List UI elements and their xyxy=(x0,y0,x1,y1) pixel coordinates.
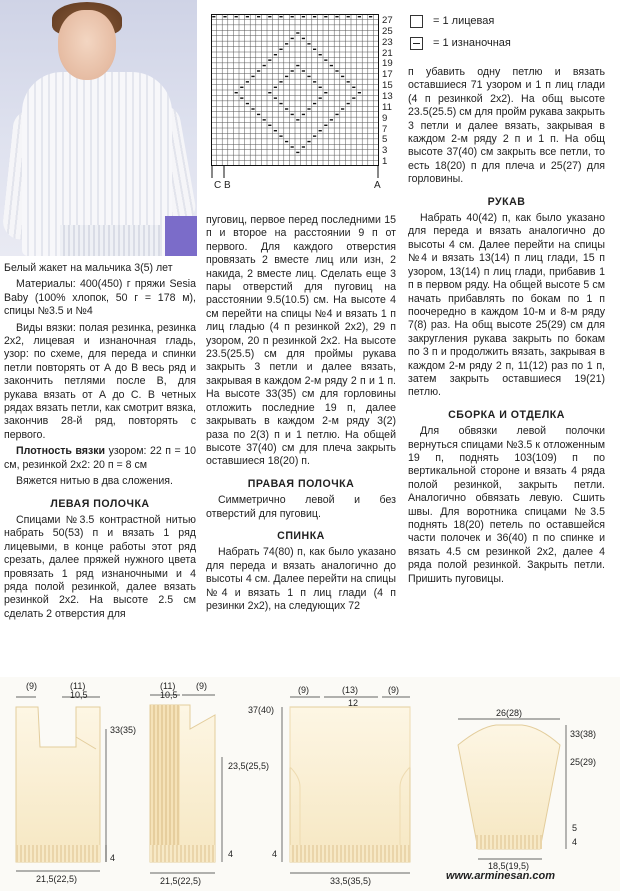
chart-row-number: 3 xyxy=(382,145,388,157)
assembly-text: Для обвязки левой полочки вернуться спицами №3.5 к отложенным 19 п, поднять 103(109) п по вертикальной стороне и вязать 4 ряда полой резинкой, закрыть петли. Аналогично обвязать левую. Сшить швы. Для воротника спицами №3.5 поднять 18(20) петель по оставшейся части полочек и 36(40) п по спинке и вязать 4.5 см резинкой 2х2, далее 4 ряда полой резинкой. Закрыть петли. Пришить пуговицы. xyxy=(408,425,605,585)
right-front-dim-side: 23,5(25,5) xyxy=(228,761,270,771)
chart-row-number: 27 xyxy=(382,15,393,26)
left-front-dim-top2b: 10,5 xyxy=(70,690,88,700)
pants xyxy=(60,225,160,256)
right-front-dim-top1: (11) xyxy=(160,681,176,691)
website-url[interactable]: www.arminesan.com xyxy=(446,870,556,882)
back-dim-bottom: 33,5(35,5) xyxy=(330,876,372,886)
right-front-text: Симметрично левой и без отверстий для пуговиц. xyxy=(206,494,396,520)
back-dim-top1: (9) xyxy=(298,685,309,695)
materials-text: Материалы: 400(450) г пряжи Sesia Baby (100% хлопок, 50 г = 178 м), спицы №3.5 и №4 xyxy=(4,278,196,318)
legend-row-purl xyxy=(410,32,511,54)
chart-row-number: 17 xyxy=(382,69,393,81)
empty-square-icon xyxy=(410,15,423,28)
back-dim-small: 4 xyxy=(272,849,278,859)
chart-bracket xyxy=(210,166,385,182)
photo-caption: Белый жакет на мальчика 3(5) лет xyxy=(4,262,173,274)
right-front-dim-top1b: 10,5 xyxy=(160,690,178,700)
chart-row-number: 9 xyxy=(382,112,388,124)
sleeve-title: РУКАВ xyxy=(487,195,526,208)
chart-label-b: B xyxy=(224,180,231,191)
left-front-dim-side: 33(35) xyxy=(110,725,137,735)
left-front-dim-small: 4 xyxy=(110,853,116,863)
two-strands-text: Вяжется нитью в два сложения. xyxy=(16,475,173,488)
minus-square-icon xyxy=(410,37,423,50)
right-front-dim-bottom: 21,5(22,5) xyxy=(160,876,202,886)
chart-row-number: 23 xyxy=(382,36,393,48)
left-front-text: Спицами №3.5 контрастной нитью набрать 50(53) п и вязать 1 ряд лицевыми, в конце работы этот ряд срезать, далее пряжей нужного цвета провязать 1 ряд изнаночными и 4 ряда полой резинкой, далее вязать резинкой 2х2. На высоте 2.5 см сделать 2 отверстия для xyxy=(4,513,196,620)
back-continued: п убавить одну петлю и вязать оставшиеся 71 узором и 1 п лиц глади (4 п резинкой 2х2). На общ высоте 23.5(25.5) см для пройм рукава закрыть 3 петли и далее вязать, закрывая в каждом 2-м ряду 2 п и 1 п. На общ высоте 37(40) см закрыть все петли, то есть 18(20) п для плеча и 25(27) для горловины. xyxy=(408,66,605,186)
legend-knit-label: = 1 лицевая xyxy=(433,15,495,27)
sleeve-dim-r1: 33(38) xyxy=(570,729,597,739)
chart-row-number: 5 xyxy=(382,134,388,146)
density-paragraph xyxy=(4,445,196,472)
left-front-continued: пуговиц, первое перед последними 15 п и второе на расстоянии 9 п от первого. Для каждого отверстия провязать 2 вместе лиц или изн, 2 накида, 2 вместе лиц. Сделать еще 3 пары отверстий для пуговиц на расстоянии 9.5(10.5) см. На высоте 4 см перейти на спицы №4 и вязать 1 п лиц гладью (4 п резинкой 2х2), 29 п узором, 20 п резинкой 2х2. На высоте 23.5(25.5) см для проймы рукава закрыть 3 петли и далее вязать, закрывая в каждом 2-м ряду 2 п и 1 п. На высоте 33(35) см для горловины отложить последние 19 п, далее закрывать в каждом 2-м ряду 3(2) раза по 2(3) п и 1 петлю. На общей высоте 37(40) см для плеча закрыть оставшиеся 18(20) п. xyxy=(206,214,396,468)
sleeve-dim-r2: 25(29) xyxy=(570,757,597,767)
chart-row-number: 21 xyxy=(382,47,393,59)
left-front-dim-top1: (9) xyxy=(26,681,37,691)
chart-row-number: 7 xyxy=(382,123,388,135)
left-front-dim-bottom: 21,5(22,5) xyxy=(36,874,78,884)
legend-purl-label: = 1 изнаночная xyxy=(433,37,511,49)
chart-grid xyxy=(211,14,379,166)
right-front-schematic xyxy=(150,695,222,873)
pattern-schematics xyxy=(0,677,620,891)
chart-label-a: A xyxy=(374,180,381,191)
chart-row-number: 13 xyxy=(382,91,393,102)
chart-legend xyxy=(410,10,511,54)
face xyxy=(58,10,116,80)
back-dim-height: 37(40) xyxy=(248,705,275,715)
chart-row-number: 1 xyxy=(382,156,388,168)
knitting-chart xyxy=(211,14,379,166)
back-text: Набрать 74(80) п, как было указано для переда и вязать аналогично до высоты 4 см. Далее перейти на спицы №4 и вязать 1 п лиц глади (4 п резинки 2х2), на следующих 72 xyxy=(206,546,396,612)
back-dim-top2b: 12 xyxy=(348,698,359,708)
child-photo xyxy=(0,0,197,256)
density-label: Плотность вязки xyxy=(16,445,106,458)
sleeve-text: Набрать 40(42) п, как было указано для переда и вязать аналогично до высоты 4 см. Далее перейти на спицы №4 и вязать 13(14) п лиц глади, 15 п узором, 13(14) п лиц глади, прибавив 1 п в первом ряду. На общей высоте 5 см начать прибавлять по бокам по 1 п поочередно в каждом 10-м и 8-м ряду 7(8) раз. На общ высоте 25(29) см для закругления рукава закрыть по бокам по 3 п и продолжить вязать, закрывая в каждом 2-м ряду 2 п, 11(12) раз по 1 п, затем закрыть оставшиеся 19(21) петлю. xyxy=(408,212,605,399)
stitch-kinds-text: Виды вязки: полая резинка, резинка 2х2, лицевая и изнаночная гладь, узор: по схеме, для переда и спинки петли повторять от А до В весь ряд и закончить петлями после В, для рукава вязать от А до С. В четных рядах вязать петли, как смотрит вязка, закончив 28-й ряд, повторять с первого. xyxy=(4,321,196,441)
column-2 xyxy=(206,214,396,616)
schematics-drawing xyxy=(0,677,620,891)
sleeve-dim-r4: 4 xyxy=(572,837,578,847)
assembly-title: СБОРКА И ОТДЕЛКА xyxy=(448,408,565,421)
legend-row-knit xyxy=(410,10,511,32)
back-dim-top2: (13) xyxy=(342,685,359,695)
back-dim-top3: (9) xyxy=(388,685,399,695)
back-schematic xyxy=(282,697,410,873)
right-front-dim-top2: (9) xyxy=(196,681,207,691)
column-3 xyxy=(408,66,605,589)
left-front-title: ЛЕВАЯ ПОЛОЧКА xyxy=(50,497,150,510)
chart-label-c: C xyxy=(214,180,222,191)
sleeve-dim-bottom: 18,5(19,5) xyxy=(488,861,530,871)
sleeve-dim-top: 26(28) xyxy=(496,708,523,718)
chart-row-number: 15 xyxy=(382,80,393,92)
column-1 xyxy=(4,262,196,624)
density-text: узором: 22 п = 10 см, резинкой 2х2: 20 п = 8 см xyxy=(4,445,196,471)
chart-row-number: 11 xyxy=(382,101,392,113)
left-front-dim-top2: (11) xyxy=(70,681,86,691)
chart-row-number: 19 xyxy=(382,58,393,70)
chart-row-number: 25 xyxy=(382,25,393,37)
photo-corner-accent xyxy=(165,216,197,256)
sleeve-dim-r3: 5 xyxy=(572,823,578,833)
back-title: СПИНКА xyxy=(277,529,325,542)
right-front-dim-small: 4 xyxy=(228,849,234,859)
right-front-title: ПРАВАЯ ПОЛОЧКА xyxy=(247,477,355,490)
